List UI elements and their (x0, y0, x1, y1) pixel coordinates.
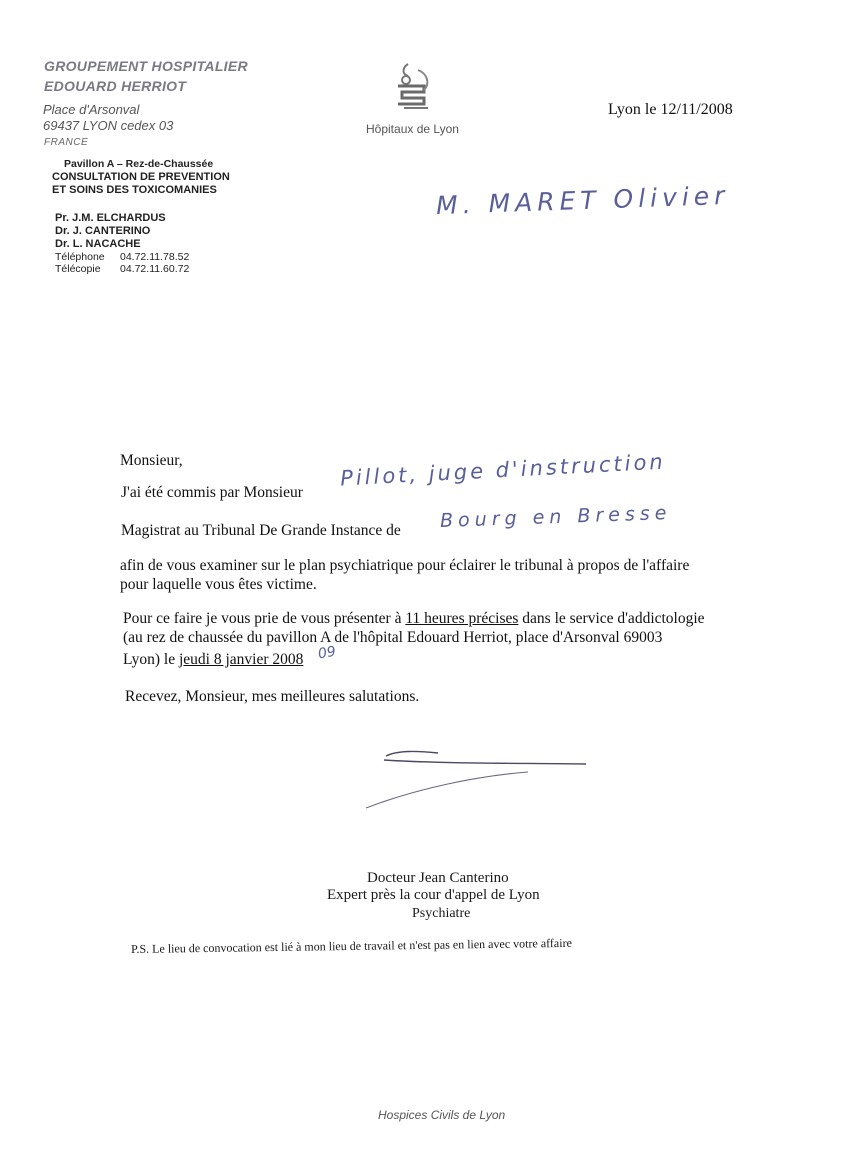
date-line: Lyon le 12/11/2008 (608, 101, 733, 118)
staff-member: Pr. J.M. ELCHARDUS (55, 212, 166, 224)
handwritten-year-correction: 09 (316, 643, 338, 663)
logo-caption: Hôpitaux de Lyon (366, 122, 459, 136)
appointment-time: 11 heures précises (405, 610, 519, 627)
paragraph-purpose-line2: pour laquelle vous êtes victime. (120, 576, 317, 593)
paragraph-appointment-line2: (au rez de chaussée du pavillon A de l'hôpital Edouard Herriot, place d'Arsonval 69003 (123, 629, 663, 646)
pavilion-label: Pavillon A – Rez-de-Chaussée (64, 158, 214, 170)
paragraph-appointment-line3 (123, 651, 303, 669)
staff-member: Dr. J. CANTERINO (55, 225, 151, 237)
postscript: P.S. Le lieu de convocation est lié à mon lieu de travail et n'est pas en lien avec votre affaire (131, 935, 572, 956)
fax-number: 04.72.11.60.72 (120, 263, 190, 275)
handwritten-judge: Pillot, juge d'instruction (339, 449, 667, 491)
paragraph-tribunal: Magistrat au Tribunal De Grande Instance de (121, 522, 401, 539)
staff-member: Dr. L. NACACHE (55, 238, 141, 250)
closing-line: Recevez, Monsieur, mes meilleures salutations. (125, 688, 420, 705)
unit-name-line1: CONSULTATION DE PREVENTION (52, 171, 230, 183)
appointment-location-end: Lyon) le (123, 651, 176, 668)
hospital-city: 69437 LYON cedex 03 (43, 118, 174, 133)
phone-label: Téléphone (55, 251, 105, 263)
unit-name-line2: ET SOINS DES TOXICOMANIES (52, 184, 217, 196)
handwritten-city: Bourg en Bresse (439, 501, 672, 533)
signer-name: Docteur Jean Canterino (367, 870, 509, 886)
hospital-name: EDOUARD HERRIOT (44, 78, 187, 94)
paragraph-appointment-line1 (123, 610, 705, 628)
footer-text: Hospices Civils de Lyon (378, 1108, 506, 1122)
paragraph-commissioned-by: J'ai été commis par Monsieur (121, 484, 303, 501)
salutation: Monsieur, (120, 452, 183, 469)
handwritten-signature (358, 748, 598, 818)
hospital-country: FRANCE (44, 137, 89, 148)
phone-number: 04.72.11.78.52 (120, 251, 190, 263)
paragraph-purpose-line1: afin de vous examiner sur le plan psychiatrique pour éclairer le tribunal à propos de l'affaire (120, 557, 690, 574)
appointment-intro: Pour ce faire je vous prie de vous présenter à (123, 610, 402, 627)
hospital-group-name: GROUPEMENT HOSPITALIER (44, 58, 248, 74)
appointment-service: dans le service d'addictologie (522, 610, 705, 627)
hospices-logo-icon (388, 60, 438, 118)
appointment-date: jeudi 8 janvier 2008 (178, 651, 304, 668)
fax-label: Télécopie (55, 263, 101, 275)
signer-title: Expert près la cour d'appel de Lyon (327, 887, 540, 903)
hospital-street: Place d'Arsonval (43, 102, 140, 117)
signer-specialty: Psychiatre (412, 906, 471, 921)
handwritten-recipient: M. MARET Olivier (435, 180, 730, 221)
